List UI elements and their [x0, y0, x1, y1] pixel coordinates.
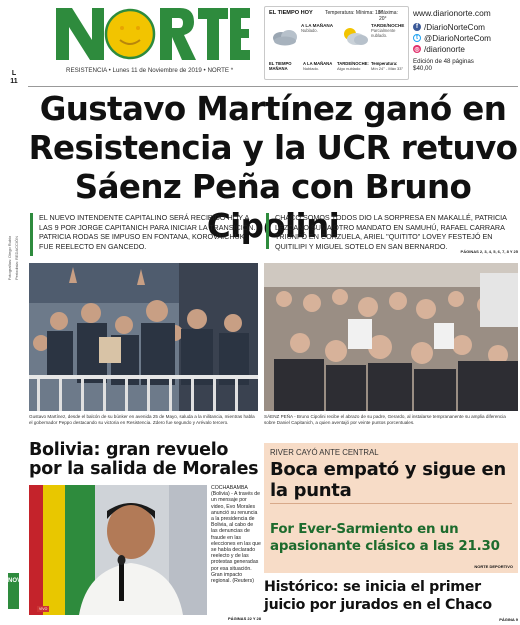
sports-box[interactable]	[264, 443, 518, 573]
contact-block	[413, 8, 519, 73]
photo-cipolini-graphic	[264, 263, 518, 411]
facebook-icon: f	[413, 23, 421, 31]
website-link[interactable]: www.diarionorte.com	[413, 8, 491, 18]
month-tab: NOV	[8, 573, 19, 609]
norte-logo[interactable]	[52, 2, 252, 64]
instagram-link[interactable]: ◎ /diarionorte	[414, 44, 465, 54]
deck-right-pages: PÁGINAS 2, 3, 4, 5, 6, 7, 8 Y 25	[460, 249, 518, 254]
live-badge: VIVO	[39, 607, 48, 611]
partly-cloudy-icon	[341, 26, 369, 46]
sports-headline[interactable]: Boca empató y sigue en la punta	[270, 459, 506, 501]
caption-left: Gustavo Martínez, desde el balcón de su búnker en avenida 25 de Mayo, saluda a la militancia, mientras habla el gobernador Peppo destacando su victoria en Resistencia. Zdero fue segundo y Arévalo tercero.	[29, 414, 255, 425]
forecast-cell: Temperatura: Mín 24° - Máx 33°	[371, 61, 404, 71]
weather-morning: A LA MAÑANA Nublado.	[267, 23, 337, 51]
forecast-cell: TARDE/NOCHE: Algo nublado	[337, 61, 369, 71]
caption-right: SÁENZ PEÑA - Bruno Cipolini recibe el abrazo de su padre, Gerardo, al instalarse temprananente su amplia diferencia sobre Daniel Capitanich, a quien aventajó por veinte puntos porcentuales.	[264, 414, 506, 425]
weather-header: EL TIEMPO HOY Temperatura: Mínima: 18° Máxima: 20°	[269, 10, 398, 22]
deck-right: CHACO SOMOS TODOS DIO LA SORPRESA EN MAKALLÉ, PATRICIA LEZCANO SUMA OTRO MANDATO EN SAMUHÚ, RAFAEL CARRARA TRIUNFÓ EN CORZUELA, ARIEL "QUITITO" LOVEY FESTEJÓ EN QUITILIPI Y MIGUEL SOTELO EN SAN BERNARDO.	[266, 213, 518, 249]
photo-cipolini-crowd[interactable]	[264, 263, 518, 411]
facebook-link[interactable]: f /DiarioNorteCom	[413, 22, 519, 32]
forecast-cell: EL TIEMPO MAÑANA	[269, 61, 292, 71]
norte-logo-graphic	[52, 2, 252, 64]
weather-box	[264, 6, 409, 80]
main-headline[interactable]: Gustavo Martínez ganó en Resistencia y la UCR retuvo Sáenz Peña con Bruno Cipolini	[28, 90, 518, 245]
weather-forecast	[269, 62, 405, 72]
photo-martinez-balcony[interactable]	[29, 263, 258, 411]
masthead-dateline: RESISTENCIA • Lunes 11 de Noviembre de 2019 • NORTE *	[66, 67, 234, 74]
bolivia-summary: COCHABAMBA (Bolivia) - A través de un mensaje por video, Evo Morales anunció su renuncia a la presidencia de Bolivia, al cabo de las denuncias de fraude en las elecciones en las que se había declarado reelecto y de las protestas generadas por esa situación. Gran impacto regional. (Reuters)	[211, 485, 261, 585]
cloudy-icon	[271, 26, 299, 46]
section-marker: L 11	[10, 70, 18, 85]
photo-evo-morales[interactable]	[29, 485, 207, 615]
photo-martinez-graphic	[29, 263, 258, 411]
deck-left: EL NUEVO INTENDENTE CAPITALINO SERÁ RECIBIDO HOY A LAS 9 POR JORGE CAPITANICH PARA INICIAR LA TRANSICIÓN. PATRICIA RODAS SE IMPUSO EN FONTANA, KOROVAICHUK FUE REELECTO EN GANCEDO.	[30, 213, 256, 256]
sports-section-tag: NORTE DEPORTIVO	[474, 564, 513, 569]
forecast-cell: A LA MAÑANA Nublado.	[303, 61, 333, 71]
sports-rule	[270, 503, 512, 504]
bolivia-pages: PÁGINAS 22 Y 28	[228, 616, 261, 621]
instagram-icon: ◎	[414, 46, 420, 53]
side-credit-label: Fotografías: Diego Rubio Periodista: REDACCIÓN	[6, 235, 19, 281]
bolivia-headline[interactable]: Bolivia: gran revuelo por la salida de Morales	[29, 440, 259, 479]
twitter-link[interactable]: t @DiarioNorteCom	[413, 33, 519, 43]
twitter-icon: t	[413, 34, 421, 42]
historic-headline[interactable]: Histórico: se inicia el primer juicio por jurados en el Chaco	[264, 579, 492, 613]
masthead	[0, 0, 520, 88]
edition-info: Edición de 48 páginas $40,00	[413, 58, 474, 73]
historic-pages: PÁGINA 9	[499, 617, 518, 622]
sports-subheadline[interactable]: For Ever-Sarmiento en un apasionante clásico a las 21.30	[270, 522, 500, 554]
weather-evening: TARDE/NOCHE Parcialmente nublado.	[337, 23, 407, 51]
masthead-rule	[28, 86, 518, 87]
sports-kicker: RIVER CAYÓ ANTE CENTRAL	[270, 448, 379, 457]
photo-morales-graphic	[29, 485, 207, 615]
